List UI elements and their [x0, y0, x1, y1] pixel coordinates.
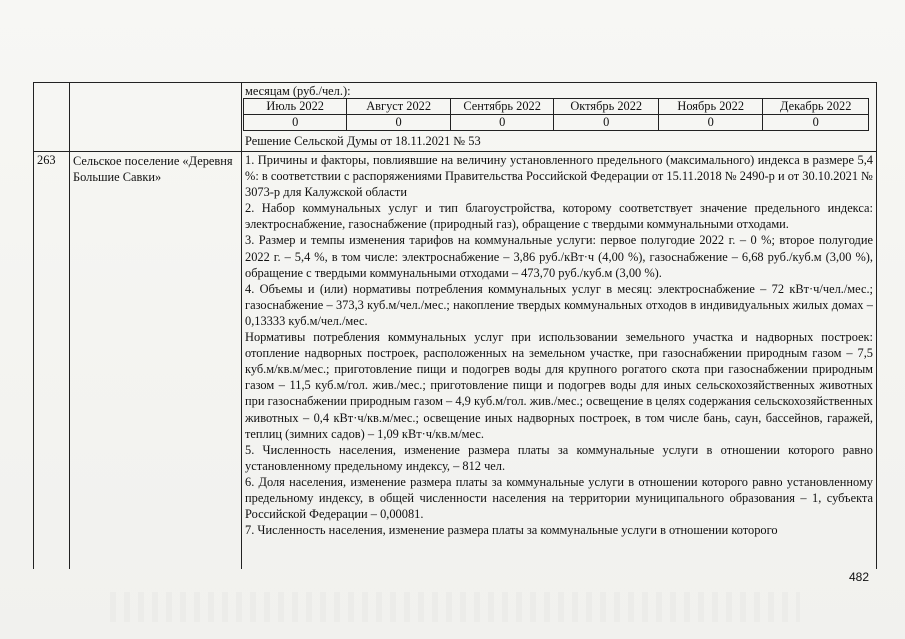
paragraph-population-count: 5. Численность населения, изменение размера платы за коммунальные услуги в отношении которого равно установленному предельному индексу, – 812 чел.	[245, 442, 873, 473]
months-value-row	[244, 115, 869, 131]
value-cell: 0	[450, 115, 554, 131]
column-divider	[241, 83, 242, 569]
month-cell: Ноябрь 2022	[658, 99, 762, 115]
row-number: 263	[37, 153, 56, 167]
tariff-table	[33, 82, 877, 569]
scan-artifact	[110, 592, 800, 622]
paragraph-population-share: 6. Доля населения, изменение размера платы за коммунальные услуги в отношении которого равно установленному предельному индексу, в общей численности населения на территории муниципального образования – 1, субъекта Российской Федерации – 0,00081.	[245, 474, 873, 522]
settlement-name: Сельское поселение «Деревня Большие Савки»	[73, 154, 233, 184]
paragraph-services-set: 2. Набор коммунальных услуг и тип благоустройства, которому соответствует значение предельного индекса: электроснабжение, газоснабжение (природный газ), обращение с твердыми коммунальными отходами.	[245, 201, 873, 232]
page-number: 482	[849, 570, 870, 584]
paragraph-causes: 1. Причины и факторы, повлиявшие на величину установленного предельного (максимального) индекса в размере 5,4 %: в соответствии с распоряжениями Правительства Российской Федерации от 15.11.2018 № 2490-р и от 30.10.2021 № 3073-р для Калужской области	[245, 153, 873, 200]
paragraph-land-plot-norms: Нормативы потребления коммунальных услуг при использовании земельного участка и надворных построек: отопление надворных построек, расположенных на земельном участке, при газоснабжении природным газом – 7,5 куб.м/кв.м/мес.; приготовление пищи и подогрев воды для крупного рогатого скота при газоснабжении природным газом – 11,5 куб.м/гол. жив./мес.; приготовление пищи и подогрев воды для иных сельскохозяйственных животных при газоснабжении природным газом – 4,9 куб.м/гол. жив./мес.; освещение в целях содержания сельскохозяйственных животных – 0,4 кВт·ч/кв.м/мес.; освещение иных надворных построек, в том числе бань, саун, бассейнов, гаражей, теплиц (зимних садов) – 1,09 кВт·ч/кв.м/мес.	[245, 330, 873, 441]
months-header-row	[244, 99, 869, 115]
month-cell: Декабрь 2022	[763, 99, 869, 115]
value-cell: 0	[244, 115, 347, 131]
row-details	[245, 152, 873, 538]
column-divider	[69, 83, 70, 569]
value-cell: 0	[347, 115, 450, 131]
value-cell: 0	[658, 115, 762, 131]
value-cell: 0	[763, 115, 869, 131]
previous-row-heading: месяцам (руб./чел.):	[245, 84, 351, 98]
paragraph-consumption-volumes: 4. Объемы и (или) нормативы потребления коммунальных услуг в месяц: электроснабжение – 72 кВт·ч/чел./мес.; газоснабжение – 373,3 куб.м/чел./мес.; накопление твердых коммунальных отходов в индивидуальных жилых домах – 0,13333 куб.м/чел./мес.	[245, 281, 873, 328]
months-table	[243, 98, 869, 131]
month-cell: Сентябрь 2022	[450, 99, 554, 115]
month-cell: Август 2022	[347, 99, 450, 115]
value-cell: 0	[554, 115, 659, 131]
decision-reference: Решение Сельской Думы от 18.11.2021 № 53	[245, 134, 481, 148]
paragraph-population-count-continued: 7. Численность населения, изменение размера платы за коммунальные услуги в отношении которого	[245, 523, 778, 538]
paragraph-tariff-changes: 3. Размер и темпы изменения тарифов на коммунальные услуги: первое полугодие 2022 г. – 0 %; второе полугодие 2022 г. – 5,4 %, в том числе: электроснабжение – 3,86 руб./кВт·ч (4,00 %), газоснабжение – 6,68 руб./куб.м (3,00 %), обращение с твердыми коммунальными отходами – 473,70 руб./куб.м (3,00 %).	[245, 233, 873, 280]
month-cell: Октябрь 2022	[554, 99, 659, 115]
month-cell: Июль 2022	[244, 99, 347, 115]
